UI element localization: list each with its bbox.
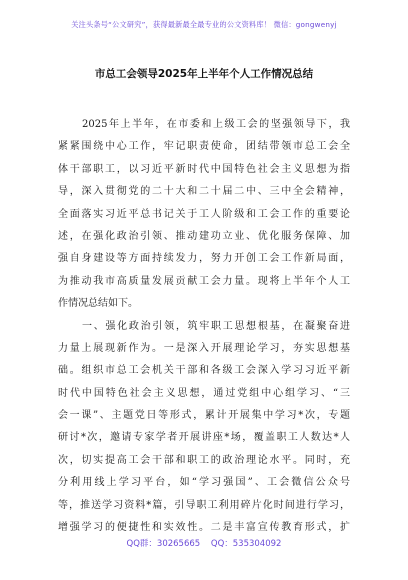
body-line: 时代中国特色社会主义思想，通过党组中心组学习、“三 — [58, 387, 350, 399]
footer-contact — [0, 537, 408, 549]
body-line: 础。组织市总工会机关干部和各级工会深入学习习近平新 — [58, 365, 350, 377]
body-line: 述，在强化政治引领、推动建功立业、优化服务保障、加 — [58, 230, 350, 242]
document-body — [58, 114, 350, 539]
section-heading-line: 一、强化政治引领，筑牢职工思想根基，在凝聚奋进 — [82, 320, 350, 332]
body-line: 作情况总结如下。 — [58, 298, 138, 310]
body-line: 力量上展现新作为。一是深入开展理论学习，夯实思想基 — [58, 342, 350, 354]
top-promo-banner: 关注头条号“公文研究”，获得最新最全最专业的公文资料库！ 微信：gongwenyj — [71, 20, 337, 29]
body-line: 增强学习的便捷性和实效性。二是丰富宣传教育形式，扩 — [58, 522, 350, 534]
body-line: 研讨*次，邀请专家学者开展讲座*场，覆盖职工人数达*人 — [58, 432, 350, 444]
body-line: 2025年上半年，在市委和上级工会的坚强领导下，我 — [82, 119, 350, 130]
body-line: 全面落实习近平总书记关于工人阶级和工会工作的重要论 — [58, 208, 350, 220]
body-line: 导，深入贯彻党的二十大和二十届二中、三中全会精神， — [58, 186, 350, 198]
body-line: 体干部职工，以习近平新时代中国特色社会主义思想为指 — [58, 163, 350, 175]
body-line: 次，切实提高工会干部和职工的政治理论水平。同时，充 — [58, 454, 350, 466]
document-title: 市总工会领导2025年上半年个人工作情况总结 — [94, 68, 314, 80]
body-line: 会一课”、主题党日等形式，累计开展集中学习*次，专题 — [58, 410, 350, 422]
body-line: 等，推送学习资料*篇，引导职工利用碎片化时间进行学习， — [58, 499, 350, 511]
body-line: 强自身建设等方面持续发力，努力开创工会工作新局面， — [58, 253, 350, 265]
body-line: 紧紧围绕中心工作，牢记职责使命，团结带领市总工会全 — [58, 141, 350, 153]
qq-group-text: QQ群：30265665 — [126, 539, 201, 549]
body-line: 分利用线上学习平台，如“学习强国”、工会微信公众号 — [58, 477, 350, 489]
body-line: 为推动我市高质量发展贡献工会力量。现将上半年个人工 — [58, 275, 350, 287]
qq-number-text: QQ：535304092 — [210, 539, 282, 549]
